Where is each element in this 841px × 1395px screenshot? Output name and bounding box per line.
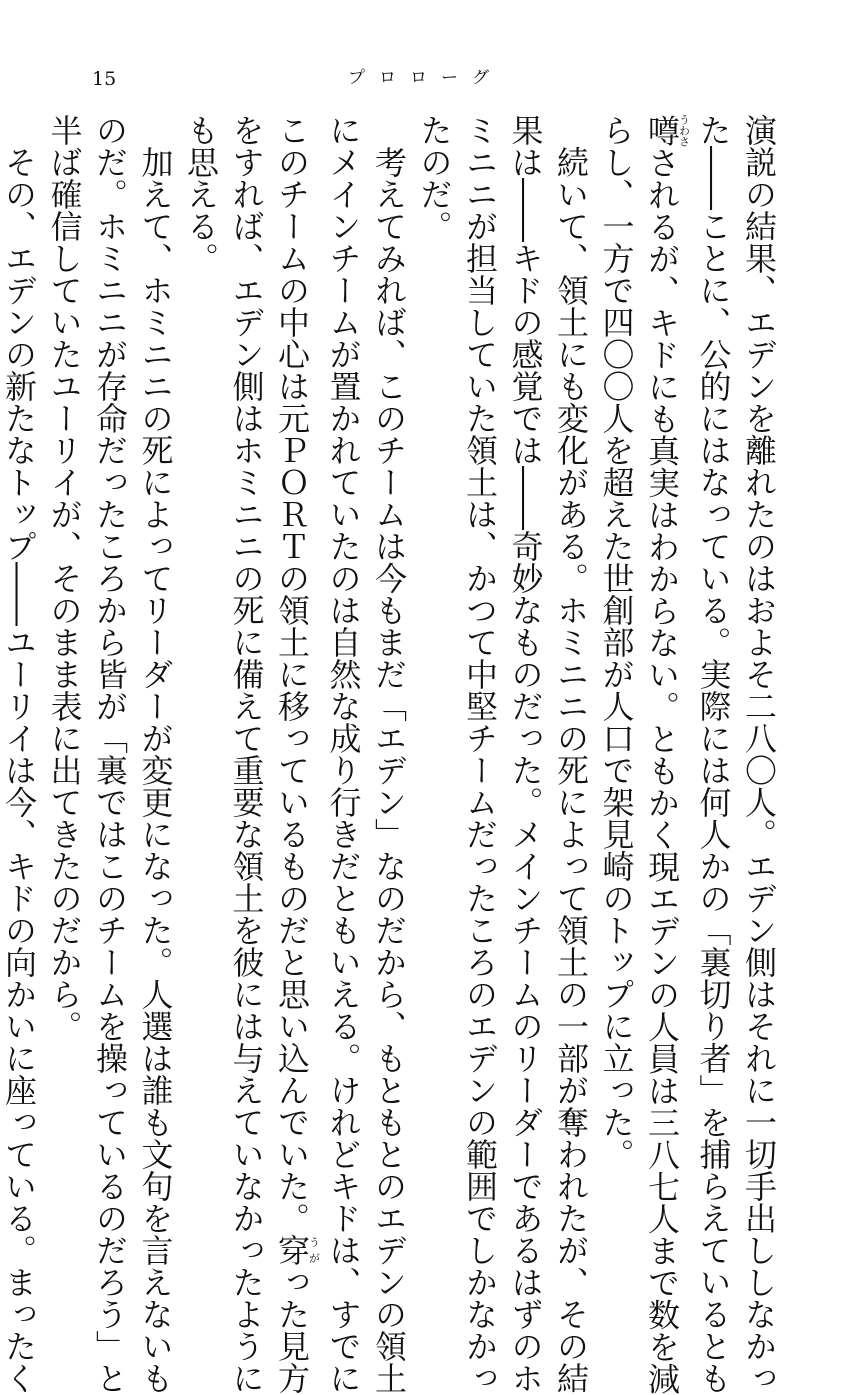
ruby-annotation: 噂うわさ: [643, 114, 691, 147]
text-column: 噂うわさされるが、キドにも真実はわからない。ともかく現エデンの人員は三八七人まで数を減: [643, 114, 691, 1395]
page-number: 15: [92, 68, 117, 90]
text-column: らし、一方で四〇〇人を超えた世創部が人口で架見崎のトップに立った。: [597, 114, 636, 1170]
body-text: [0, 114, 781, 1395]
text-column: 演説の結果、エデンを離れたのはおよそ二八〇人。エデン側はそれに一切手出ししなかっ: [740, 114, 778, 1394]
text-column: 続いて、領土にも変化がある。ホミニニの死によって領土の一部が奪われたが、その結: [552, 114, 590, 1394]
ruby-annotation: 穿うが: [273, 1234, 321, 1266]
text-column: ミニニが担当していた領土は、かつて中堅チームだったころのエデンの範囲でしかなかっ: [461, 114, 499, 1394]
text-column: このチームの中心は元ＰＯＲＴの領土に移っているものだと思い込んでいた。穿うがった見方: [273, 114, 321, 1394]
text-column: 加えて、ホミニニの死によってリーダーが変更になった。人選は誰も文句を言えないも: [136, 114, 175, 1394]
text-column: のだ。ホミニニが存命だったころから皆が「裏ではこのチームを操っているのだろう」と: [91, 114, 129, 1394]
text-column: 考えてみれば、このチームは今もまだ「エデン」なのだから、もともとのエデンの領土: [370, 114, 408, 1394]
ruby-reading: うが: [307, 1234, 321, 1266]
text-column: にメインチームが置かれていたのは自然な成り行きだともいえる。けれどキドは、すでに: [324, 114, 363, 1394]
text-column: をすれば、エデン側はホミニニの死に備えて重要な領土を彼には与えていなかったように: [227, 114, 266, 1394]
text-column: た――ことに、公的にはなっている。実際には何人かの「裏切り者」を捕らえているとも: [694, 114, 733, 1394]
text-column: 果は――キドの感覚では――奇妙なものだった。メインチームのリーダーであるはずのホ: [506, 114, 545, 1394]
running-head-title: プロローグ: [348, 68, 503, 88]
text-column: その、エデンの新たなトップ――ユーリイは今、キドの向かいに座っている。まったく: [0, 114, 38, 1394]
text-column: も思える。: [182, 114, 220, 274]
text-column: たのだ。: [415, 114, 454, 242]
text-column: 半ば確信していたユーリイが、そのまま表に出てきたのだから。: [45, 114, 84, 1042]
ruby-reading: うわさ: [677, 114, 691, 147]
